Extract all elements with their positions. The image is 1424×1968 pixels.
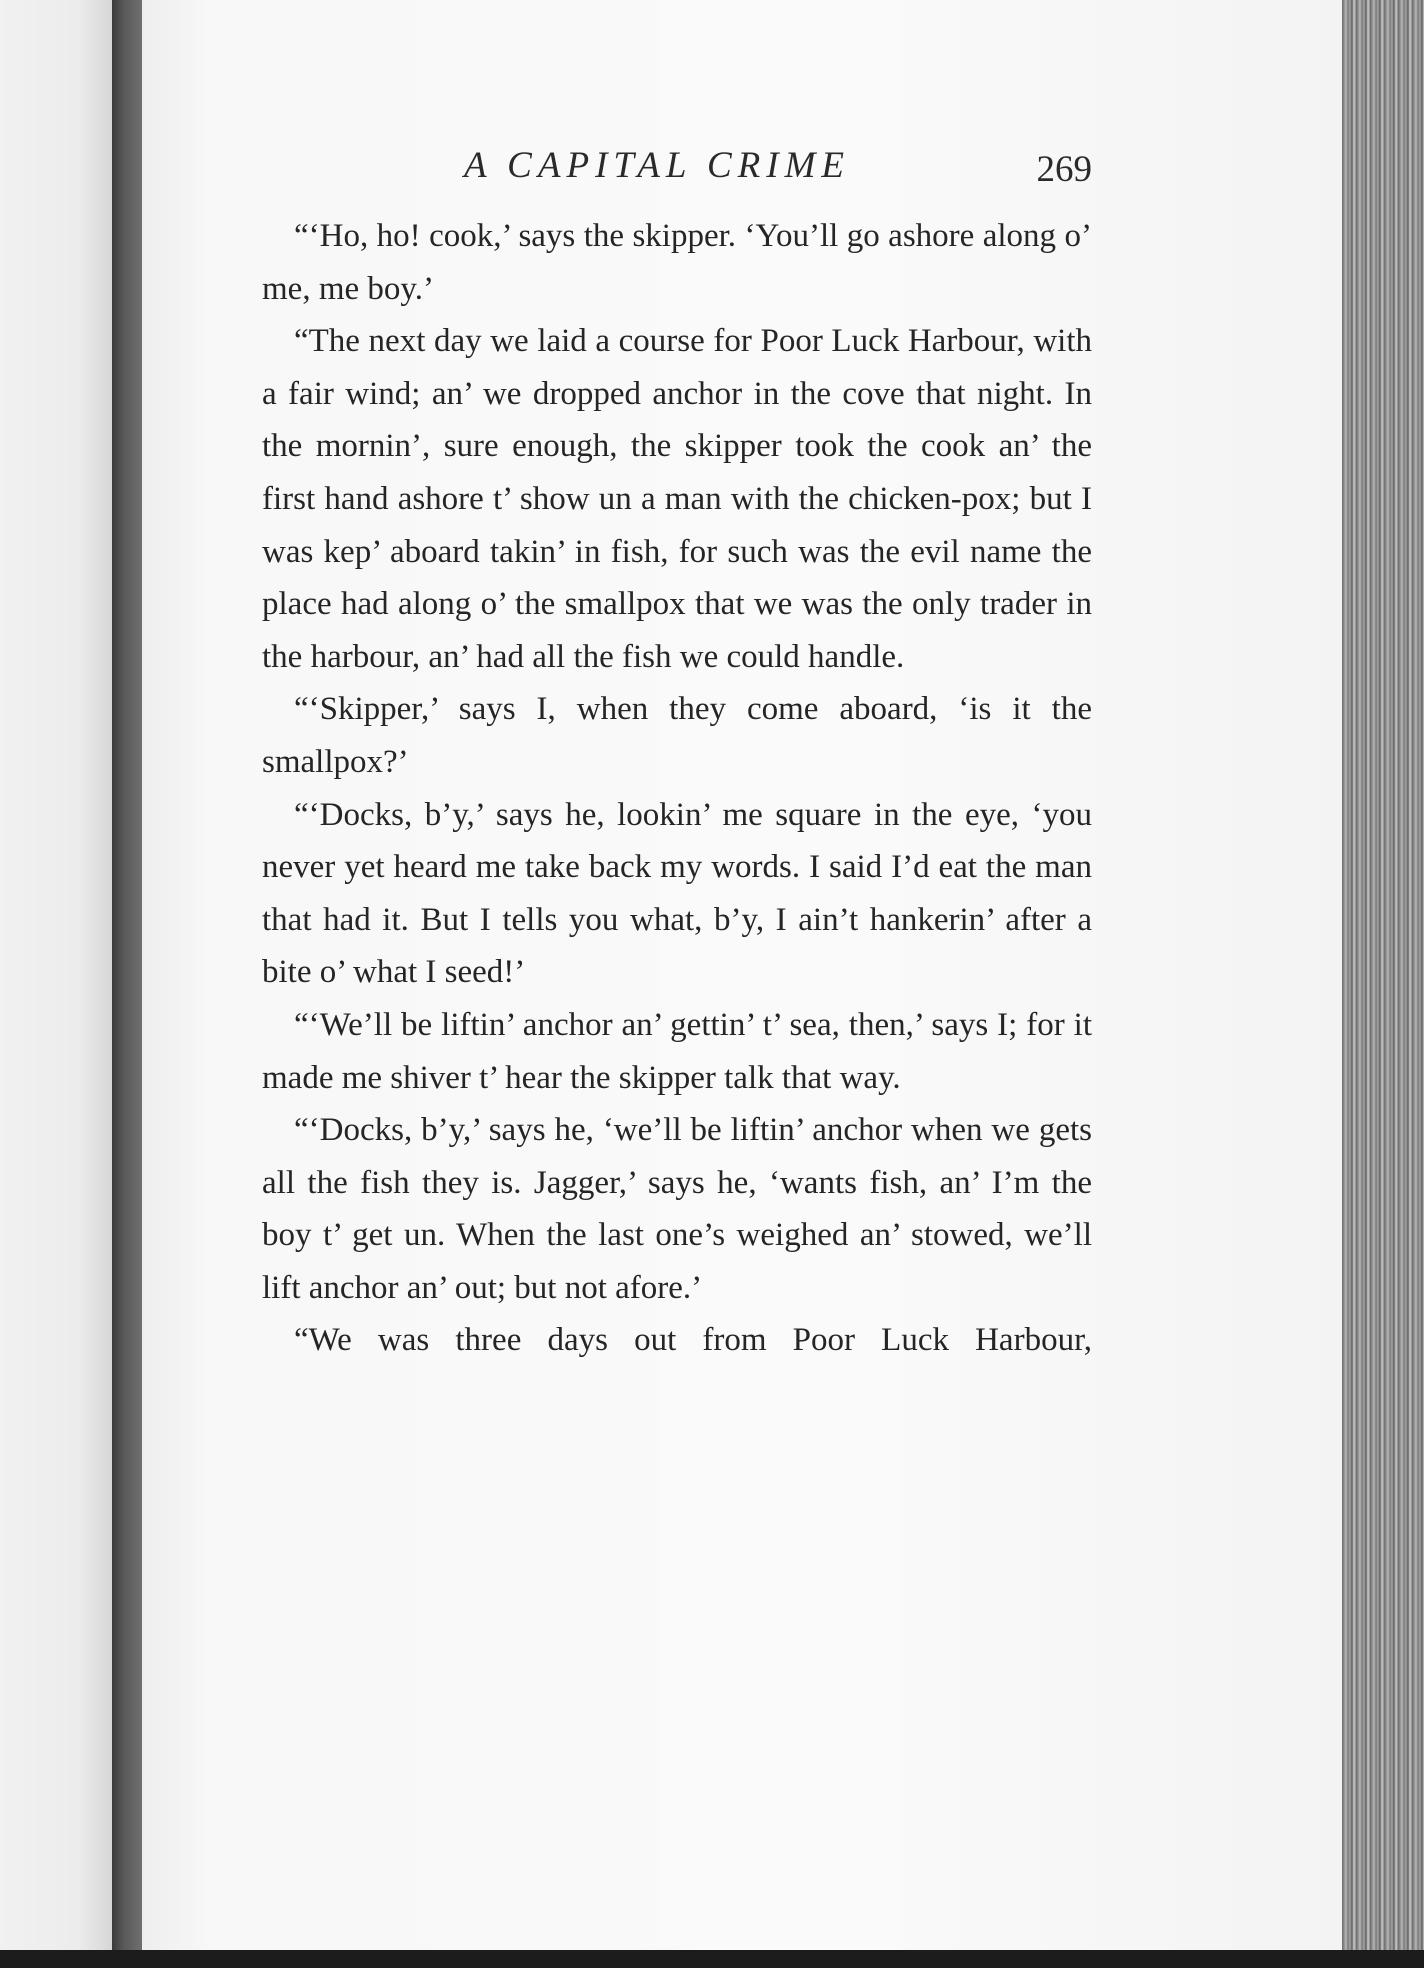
- body-text: [262, 210, 1092, 1367]
- running-head: A CAPITAL CRIME: [464, 145, 850, 186]
- book-gutter: [112, 0, 142, 1968]
- paragraph: “The next day we laid a course for Poor Luck Harbour, with a fair wind; an’ we dropped anchor in the cove that night. In the mornin’, sure enough, the skipper took the cook an’ the first hand ashore t’ show un a man with the chicken-pox; but I was kep’ aboard takin’ in fish, for such was the evil name the place had along o’ the smallpox that we was the only trader in the harbour, an’ had all the fish we could handle.: [262, 323, 1092, 675]
- page-header: [262, 138, 1092, 198]
- page-stack-edges: [1342, 0, 1424, 1968]
- bottom-border: [0, 1950, 1424, 1968]
- paragraph: “‘We’ll be liftin’ anchor an’ gettin’ t’ sea, then,’ says I; for it made me shiver t’ hear the skipper talk that way.: [262, 1006, 1092, 1096]
- paragraph: “‘Ho, ho! cook,’ says the skipper. ‘You’ll go ashore along o’ me, me boy.’: [262, 218, 1092, 307]
- paragraph: “‘Docks, b’y,’ says he, ‘we’ll be liftin’ anchor when we gets all the fish they is. Jagger,’ says he, ‘wants fish, an’ I’m the boy t’ get un. When the last one’s weighed an’ stowed, we’ll lift anchor an’ out; but not afore.’: [262, 1112, 1092, 1306]
- facing-page-edge: [0, 0, 112, 1968]
- paragraph: “‘Skipper,’ says I, when they come aboard, ‘is it the smallpox?’: [262, 691, 1092, 780]
- page-number: 269: [1036, 149, 1092, 190]
- paragraph: “We was three days out from Poor Luck Harbour,: [294, 1322, 1092, 1359]
- paragraph: “‘Docks, b’y,’ says he, lookin’ me square in the eye, ‘you never yet heard me take back my words. I said I’d eat the man that had it. But I tells you what, b’y, I ain’t hankerin’ after a bite o’ what I seed!’: [262, 796, 1092, 991]
